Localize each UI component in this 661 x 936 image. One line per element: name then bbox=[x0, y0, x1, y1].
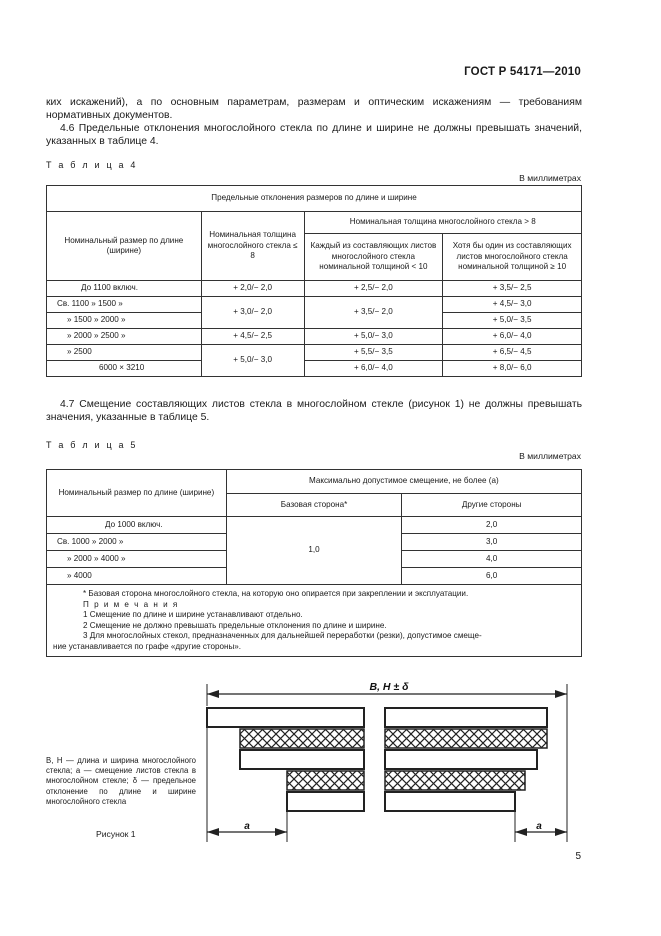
table5-col-max: Максимально допустимое смещение, не более (а) bbox=[226, 470, 581, 494]
table4-row-any: + 3,5/− 2,5 bbox=[443, 281, 582, 297]
arrow-right-icon bbox=[275, 828, 287, 836]
table5-row-size: » 4000 bbox=[47, 568, 227, 585]
table4-row-each: + 3,5/− 2,0 bbox=[304, 297, 443, 329]
table4-row-any: + 4,5/− 3,0 bbox=[443, 297, 582, 313]
table5-row-other: 3,0 bbox=[402, 534, 582, 551]
table5-note-1: 1 Смещение по длине и ширине устанавливают отдельно. bbox=[83, 610, 303, 619]
table-5 bbox=[46, 469, 582, 657]
table4-row-size: До 1100 включ. bbox=[47, 281, 202, 297]
table5-note-3-cont: ние устанавливается по графе «другие стороны». bbox=[53, 641, 242, 651]
table5-col-size: Номинальный размер по длине (ширине) bbox=[47, 470, 227, 517]
interlayer bbox=[385, 771, 525, 790]
interlayer bbox=[385, 729, 547, 748]
table4-col-size: Номинальный размер по длине (ширине) bbox=[47, 212, 202, 281]
table4-units: В миллиметрах bbox=[519, 173, 581, 183]
offset-label-left: а bbox=[244, 821, 250, 832]
table4-col-each: Каждый из составляющих листов многослойного стекла номинальной толщиной < 10 bbox=[304, 234, 443, 281]
figure-1-caption: В, Н — длина и ширина многослойного стекла; а — смещение листов стекла в многослойном стекле; δ — предельное отклонение по длине и ширине многослойного стекла bbox=[46, 756, 196, 806]
glass-sheet bbox=[385, 750, 537, 769]
table4-row-thin: + 2,0/− 2,0 bbox=[201, 281, 304, 297]
offset-label-right: а bbox=[536, 821, 542, 832]
table4-row-thin: + 5,0/− 3,0 bbox=[201, 345, 304, 377]
table5-col-base: Базовая сторона* bbox=[226, 494, 402, 517]
table-4 bbox=[46, 185, 582, 377]
figure-1-drawing bbox=[195, 680, 580, 845]
paragraph-4-7: 4.7 Смещение составляющих листов стекла в многослойном стекле (рисунок 1) не должны превышать значения, указанные в таблице 5. bbox=[46, 399, 582, 423]
table4-title: Предельные отклонения размеров по длине и ширине bbox=[47, 186, 582, 212]
glass-sheet bbox=[207, 708, 364, 727]
arrow-left-icon bbox=[515, 828, 527, 836]
interlayer bbox=[240, 729, 364, 748]
glass-sheet bbox=[287, 792, 364, 811]
table4-row-thin: + 3,0/− 2,0 bbox=[201, 297, 304, 329]
table4-row-each: + 5,5/− 3,5 bbox=[304, 345, 443, 361]
table5-footnote: * Базовая сторона многослойного стекла, на которую оно опирается при закреплении и эксплуатации. bbox=[83, 589, 469, 598]
table4-caption: Т а б л и ц а 4 bbox=[46, 160, 138, 170]
table5-row-other: 6,0 bbox=[402, 568, 582, 585]
arrow-right-icon bbox=[555, 828, 567, 836]
table5-row-other: 4,0 bbox=[402, 551, 582, 568]
arrow-left-icon bbox=[207, 828, 219, 836]
table5-notes-title: П р и м е ч а н и я bbox=[83, 599, 179, 609]
glass-sheet bbox=[385, 708, 547, 727]
table4-row-size: » 2500 bbox=[47, 345, 202, 361]
table4-row-thin: + 4,5/− 2,5 bbox=[201, 329, 304, 345]
arrow-left-icon bbox=[207, 690, 219, 698]
figure-1-title: Рисунок 1 bbox=[96, 829, 136, 839]
table4-row-size: 6000 × 3210 bbox=[47, 361, 202, 377]
table4-row-each: + 2,5/− 2,0 bbox=[304, 281, 443, 297]
table5-row-size: До 1000 включ. bbox=[47, 517, 227, 534]
paragraph-4-6: 4.6 Предельные отклонения многослойного стекла по длине и ширине не должны превышать значений, указанных в таблице 4. bbox=[46, 123, 582, 147]
interlayer bbox=[287, 771, 364, 790]
table5-note-2: 2 Смещение не должно превышать предельные отклонения по длине и ширине. bbox=[83, 620, 387, 630]
table4-col-any: Хотя бы один из составляющих листов многослойного стекла номинальной толщиной ≥ 10 bbox=[443, 234, 582, 281]
table5-row-size: Св. 1000 » 2000 » bbox=[47, 534, 227, 551]
table4-row-each: + 6,0/− 4,0 bbox=[304, 361, 443, 377]
table5-units: В миллиметрах bbox=[519, 451, 581, 461]
dimension-label: В, Н ± δ bbox=[369, 681, 409, 693]
table4-row-size: » 1500 » 2000 » bbox=[47, 313, 202, 329]
table5-row-size: » 2000 » 4000 » bbox=[47, 551, 227, 568]
standard-header: ГОСТ Р 54171—2010 bbox=[464, 66, 581, 78]
table4-row-any: + 5,0/− 3,5 bbox=[443, 313, 582, 329]
table4-row-any: + 6,5/− 4,5 bbox=[443, 345, 582, 361]
paragraph-continuation: ких искажений), а по основным параметрам, размерам и оптическим искажениям — требованиям нормативных документов. bbox=[46, 97, 582, 121]
arrow-right-icon bbox=[555, 690, 567, 698]
table4-row-size: » 2000 » 2500 » bbox=[47, 329, 202, 345]
table4-row-each: + 5,0/− 3,0 bbox=[304, 329, 443, 345]
table4-col-thick: Номинальная толщина многослойного стекла > 8 bbox=[304, 212, 581, 234]
table5-note-3: 3 Для многослойных стекол, предназначенных для дальнейшей переработки (резки), допустимое смеще- bbox=[83, 631, 482, 640]
table4-row-any: + 6,0/− 4,0 bbox=[443, 329, 582, 345]
glass-sheet bbox=[385, 792, 515, 811]
table5-notes bbox=[47, 585, 582, 657]
table5-row-other: 2,0 bbox=[402, 517, 582, 534]
table4-row-any: + 8,0/− 6,0 bbox=[443, 361, 582, 377]
table5-col-other: Другие стороны bbox=[402, 494, 582, 517]
table4-row-size: Св. 1100 » 1500 » bbox=[47, 297, 202, 313]
page-number: 5 bbox=[575, 851, 581, 862]
table4-col-thin: Номинальная толщина многослойного стекла ≤ 8 bbox=[201, 212, 304, 281]
table5-caption: Т а б л и ц а 5 bbox=[46, 440, 138, 450]
table5-base-value: 1,0 bbox=[226, 517, 402, 585]
glass-sheet bbox=[240, 750, 364, 769]
